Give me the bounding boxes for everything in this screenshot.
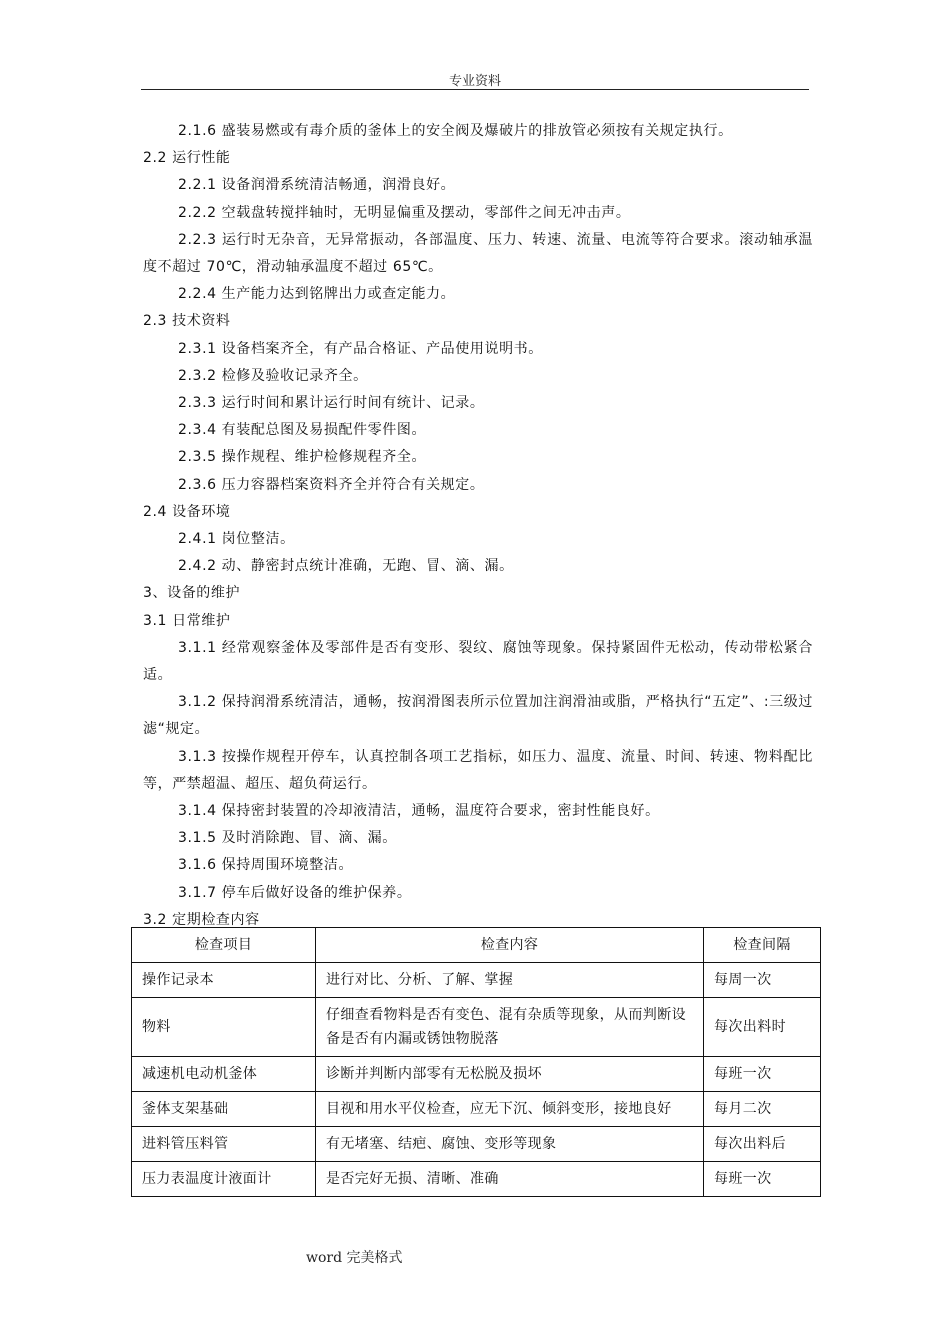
table-cell-item: 减速机电动机釜体 (132, 1057, 316, 1092)
paragraph-2-3-1: 2.3.1 设备档案齐全，有产品合格证、产品使用说明书。 (178, 340, 543, 357)
paragraph-2-2-1: 2.2.1 设备润滑系统清洁畅通，润滑良好。 (178, 177, 456, 194)
paragraph-2-3-4: 2.3.4 有装配总图及易损配件零件图。 (178, 422, 427, 439)
paragraph-2-1-6: 2.1.6 盛装易燃或有毒介质的釜体上的安全阀及爆破片的排放管必须按有关规定执行。 (178, 123, 733, 139)
table-cell-content: 进行对比、分析、了解、掌握 (316, 963, 704, 998)
table-header-row (132, 928, 821, 963)
paragraph-2-3-3: 2.3.3 运行时间和累计运行时间有统计、记录。 (178, 395, 485, 412)
paragraph-2-3-6: 2.3.6 压力容器档案资料齐全并符合有关规定。 (178, 476, 485, 493)
table-cell-interval: 每班一次 (704, 1162, 821, 1197)
document-body (143, 118, 813, 934)
table-cell-interval: 每月二次 (704, 1092, 821, 1127)
column-header-content: 检查内容 (316, 928, 704, 963)
paragraph-2-4-2: 2.4.2 动、静密封点统计准确，无跑、冒、滴、漏。 (178, 558, 514, 575)
heading-3-2: 3.2 定期检查内容 (143, 911, 260, 928)
table-cell-content: 诊断并判断内部零有无松脱及损坏 (316, 1057, 704, 1092)
paragraph-2-2-2: 2.2.2 空载盘转搅拌轴时，无明显偏重及摆动，零部件之间无冲击声。 (178, 204, 631, 221)
paragraph-3-1-5: 3.1.5 及时消除跑、冒、滴、漏。 (178, 830, 397, 847)
table-cell-interval: 每班一次 (704, 1057, 821, 1092)
paragraph-2-2-3: 2.2.3 运行时无杂音，无异常振动，各部温度、压力、转速、流量、电流等符合要求。滚动轴承温度不超过 70℃，滑动轴承温度不超过 65℃。 (143, 231, 813, 276)
page-footer: word 完美格式 (306, 1250, 403, 1266)
table-cell-item: 压力表温度计液面计 (132, 1162, 316, 1197)
table-cell-content: 有无堵塞、结疤、腐蚀、变形等现象 (316, 1127, 704, 1162)
paragraph-3-1-4: 3.1.4 保持密封装置的冷却液清洁，通畅，温度符合要求，密封性能良好。 (178, 803, 660, 820)
table-cell-item: 进料管压料管 (132, 1127, 316, 1162)
table-row (132, 963, 821, 998)
table-row (132, 1092, 821, 1127)
inspection-table (131, 927, 821, 1197)
paragraph-3-1-2: 3.1.2 保持润滑系统清洁，通畅，按润滑图表所示位置加注润滑油或脂，严格执行“五定”、:三级过滤“规定。 (143, 694, 813, 738)
page-header: 专业资料 (448, 74, 501, 89)
paragraph-3-1-3: 3.1.3 按操作规程开停车，认真控制各项工艺指标，如压力、温度、流量、时间、转速、物料配比等，严禁超温、超压、超负荷运行。 (143, 748, 813, 792)
paragraph-2-3-5: 2.3.5 操作规程、维护检修规程齐全。 (178, 449, 427, 466)
paragraph-2-3-2: 2.3.2 检修及验收记录齐全。 (178, 367, 368, 384)
table-cell-content: 目视和用水平仪检查，应无下沉、倾斜变形，接地良好 (316, 1092, 704, 1127)
table-cell-item: 釜体支架基础 (132, 1092, 316, 1127)
heading-2-4: 2.4 设备环境 (143, 503, 231, 520)
heading-3-1: 3.1 日常维护 (143, 612, 231, 629)
heading-3: 3、设备的维护 (143, 585, 241, 602)
table-row (132, 1162, 821, 1197)
table-cell-content: 仔细查看物料是否有变色、混有杂质等现象，从而判断设备是否有内漏或锈蚀物脱落 (316, 998, 704, 1057)
table-cell-interval: 每次出料后 (704, 1127, 821, 1162)
paragraph-3-1-6: 3.1.6 保持周围环境整洁。 (178, 857, 354, 874)
table-cell-item: 操作记录本 (132, 963, 316, 998)
column-header-interval: 检查间隔 (704, 928, 821, 963)
header-divider (141, 89, 809, 90)
column-header-item: 检查项目 (132, 928, 316, 963)
heading-2-2: 2.2 运行性能 (143, 150, 231, 167)
table-cell-interval: 每周一次 (704, 963, 821, 998)
paragraph-2-2-4: 2.2.4 生产能力达到铭牌出力或查定能力。 (178, 286, 456, 303)
table-cell-item: 物料 (132, 998, 316, 1057)
table-row (132, 998, 821, 1057)
paragraph-3-1-7: 3.1.7 停车后做好设备的维护保养。 (178, 884, 412, 901)
paragraph-2-4-1: 2.4.1 岗位整洁。 (178, 531, 295, 548)
table-row (132, 1127, 821, 1162)
table-row (132, 1057, 821, 1092)
table-cell-interval: 每次出料时 (704, 998, 821, 1057)
heading-2-3: 2.3 技术资料 (143, 313, 231, 330)
paragraph-3-1-1: 3.1.1 经常观察釜体及零部件是否有变形、裂纹、腐蚀等现象。保持紧固件无松动，传动带松紧合适。 (143, 639, 813, 684)
table-cell-content: 是否完好无损、清晰、准确 (316, 1162, 704, 1197)
